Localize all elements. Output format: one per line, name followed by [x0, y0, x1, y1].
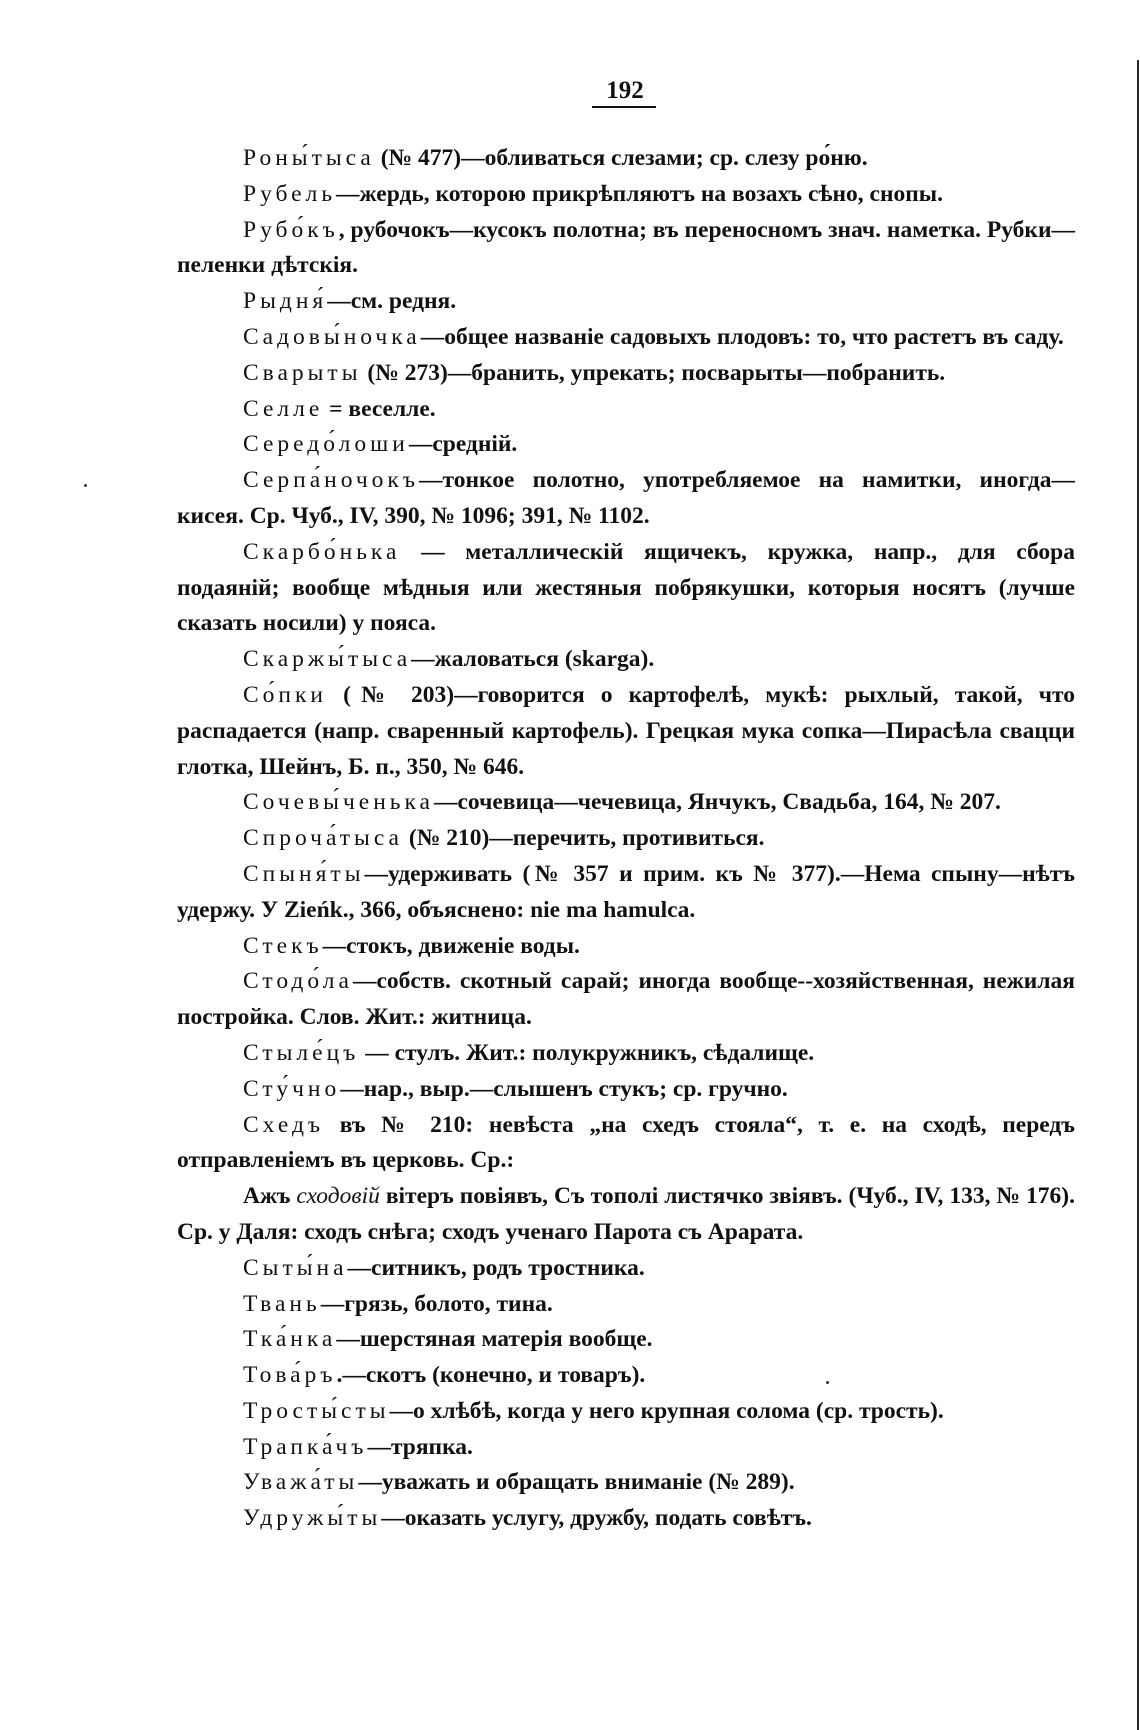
- entry-headword: Удружы́ты: [243, 1505, 382, 1532]
- entry-definition: —стокъ, движеніе воды.: [322, 932, 580, 959]
- entry-definition: —жердь, которою прикрѣпляютъ на возахъ сѣно, снопы.: [336, 180, 944, 207]
- entry-headword: Стекъ: [243, 932, 323, 959]
- page-number-underline: [592, 106, 656, 108]
- entry-headword: Роны́тыса: [243, 145, 375, 171]
- dictionary-entries: [177, 141, 1075, 1537]
- entry-definition: —уважать и обращать вниманіе (№ 289).: [358, 1469, 795, 1496]
- dictionary-entry: [177, 642, 1075, 678]
- entry-definition: —собств. скотный сарай; иногда вообще--хозяйственная, нежилая постройка. Слов. Жит.: житница.: [177, 968, 1075, 1031]
- quotation-italic-word: сходовій: [296, 1183, 380, 1210]
- dictionary-entry: [177, 177, 1075, 213]
- entry-definition: —ситникъ, родъ тростника.: [347, 1254, 645, 1281]
- dictionary-entry: [177, 213, 1075, 285]
- entry-definition: въ № 210: невѣста „на схедъ стояла“, т. е. на сходѣ, передъ отправленіемъ въ церковь. Ср.:: [177, 1111, 1075, 1174]
- page-number: 192: [606, 77, 644, 104]
- dictionary-entry: [177, 392, 1075, 428]
- dictionary-entry: [177, 857, 1075, 929]
- entry-definition: вітеръ повіявъ, Съ тополі листячко звіявъ. (Чуб., IV, 133, № 176). Ср. у Даля: сходъ снѣга; сходъ ученаго Парота съ Арарата.: [177, 1183, 1075, 1245]
- entry-headword: Скарбо́нька: [243, 538, 401, 565]
- entry-definition: —нар., выр.—слышенъ стукъ; ср. гручно.: [340, 1075, 788, 1102]
- entry-headword: Серпа́ночокъ: [243, 467, 420, 494]
- entry-headword: Сварыты: [243, 359, 362, 386]
- dictionary-entry: [177, 141, 1075, 177]
- entry-headword: Со́пки: [243, 681, 327, 708]
- quotation-prefix: Ажъ: [243, 1183, 297, 1210]
- dictionary-entry: [177, 1072, 1075, 1108]
- entry-definition: —оказать услугу, дружбу, подать совѣтъ.: [381, 1505, 812, 1532]
- entry-headword: Сту́чно: [243, 1075, 341, 1102]
- entry-headword: Това́ръ: [243, 1362, 337, 1389]
- entry-definition: —тонкое полотно, употребляемое на намитки, иногда—кисея. Ср. Чуб., IV, 390, № 1096; 391, № 1102.: [177, 467, 1075, 529]
- entry-definition: , рубочокъ—кусокъ полотна; въ переносномъ знач. наметка. Рубки—пеленки дѣтскія.: [177, 216, 1075, 279]
- entry-headword: Садовы́ночка: [243, 323, 421, 350]
- dictionary-entry: [177, 1287, 1075, 1323]
- entry-headword: Рубель: [243, 180, 337, 207]
- dictionary-entry: [177, 535, 1075, 642]
- dictionary-entry: [177, 1430, 1075, 1466]
- entry-headword: Твань: [243, 1290, 321, 1317]
- entry-headword: Сыты́на: [243, 1254, 348, 1281]
- entry-definition: —общее названіе садовыхъ плодовъ: то, что растетъ въ саду.: [420, 323, 1064, 350]
- entry-definition: — стулъ. Жит.: полукружникъ, сѣдалище.: [359, 1039, 815, 1066]
- entry-definition: (№ 273)—бранить, упрекать; посварыты—побранить.: [361, 359, 946, 386]
- entry-definition: —средній.: [408, 431, 518, 458]
- entry-headword: Сочевы́ченька: [243, 789, 434, 816]
- entry-headword: Рыдня́: [243, 288, 328, 315]
- entry-definition: —тряпка.: [367, 1433, 473, 1460]
- entry-headword: Скаржы́тыса: [243, 646, 412, 673]
- dictionary-entry: [177, 284, 1075, 320]
- entry-headword: Спыня́ты: [243, 860, 365, 887]
- entry-definition: —шерстяная матерія вообще.: [336, 1326, 653, 1353]
- dictionary-entry: [177, 1501, 1075, 1537]
- dictionary-entry: [177, 320, 1075, 356]
- dictionary-entry: [177, 356, 1075, 392]
- entry-headword: Трапка́чъ: [243, 1433, 368, 1460]
- dictionary-entry: [177, 964, 1075, 1036]
- entry-headword: Стыле́цъ: [243, 1039, 360, 1066]
- entry-definition: —жаловаться (skarga).: [411, 646, 655, 673]
- entry-definition: — металлическій ящичекъ, кружка, напр., для сбора подаяній; вообще мѣдныя или жестяныя побрякушки, которыя носятъ (лучше сказать носили) у пояса.: [177, 538, 1075, 637]
- quotation-entry: [177, 1179, 1075, 1251]
- entry-definition: —см. редня.: [327, 288, 457, 315]
- dictionary-entry: [177, 821, 1075, 857]
- entry-headword: Селле: [243, 395, 324, 422]
- dictionary-entry: [177, 1322, 1075, 1358]
- entry-headword: Спроча́тыса: [243, 825, 403, 852]
- dictionary-entry: [177, 427, 1075, 463]
- entry-definition: (№ 203)—говорится о картофелѣ, мукѣ: рыхлый, такой, что распадается (напр. сваренный картофель). Грецкая мука сопка—Пирасѣла свацци глотка, Шейнъ, Б. п., 350, № 646.: [177, 681, 1075, 780]
- dictionary-entry: [177, 1251, 1075, 1287]
- entry-headword: Уважа́ты: [243, 1469, 359, 1496]
- entry-definition: —грязь, болото, тина.: [320, 1290, 553, 1317]
- entry-headword: Середо́лоши: [243, 431, 409, 458]
- entry-definition: —удерживать (№ 357 и прим. къ № 377).—Нема спыну—нѣтъ удержу. У Zieńk., 366, объяснено: nie ma hamulca.: [177, 860, 1075, 923]
- entry-definition: —сочевица—чечевица, Янчукъ, Свадьба, 164, № 207.: [434, 789, 1001, 816]
- entry-headword: Тросты́сты: [243, 1397, 390, 1424]
- page-edge-rule: [1137, 60, 1139, 1730]
- dictionary-entry: [177, 1036, 1075, 1072]
- entry-definition: = веселле.: [323, 395, 436, 422]
- dictionary-entry: [177, 1358, 1075, 1394]
- entry-headword: Рубо́къ: [243, 216, 339, 243]
- dictionary-entry: [177, 463, 1075, 535]
- entry-headword: Тка́нка: [243, 1326, 337, 1353]
- entry-definition: (№ 477)—обливаться слезами; ср. слезу ро́ню.: [374, 145, 868, 171]
- dictionary-entry: [177, 1108, 1075, 1180]
- entry-headword: Стодо́ла: [243, 968, 353, 995]
- entry-headword: Схедъ: [243, 1111, 325, 1138]
- dictionary-entry: [177, 929, 1075, 965]
- entry-definition: —о хлѣбѣ, когда у него крупная солома (ср. трость).: [389, 1397, 944, 1424]
- dictionary-entry: [177, 1394, 1075, 1430]
- entry-definition: (№ 210)—перечить, противиться.: [403, 825, 765, 852]
- entry-definition: .—скотъ (конечно, и товаръ).: [336, 1362, 646, 1389]
- stray-ink-mark: [84, 484, 87, 487]
- dictionary-entry: [177, 785, 1075, 821]
- dictionary-entry: [177, 678, 1075, 785]
- dictionary-entry: [177, 1465, 1075, 1501]
